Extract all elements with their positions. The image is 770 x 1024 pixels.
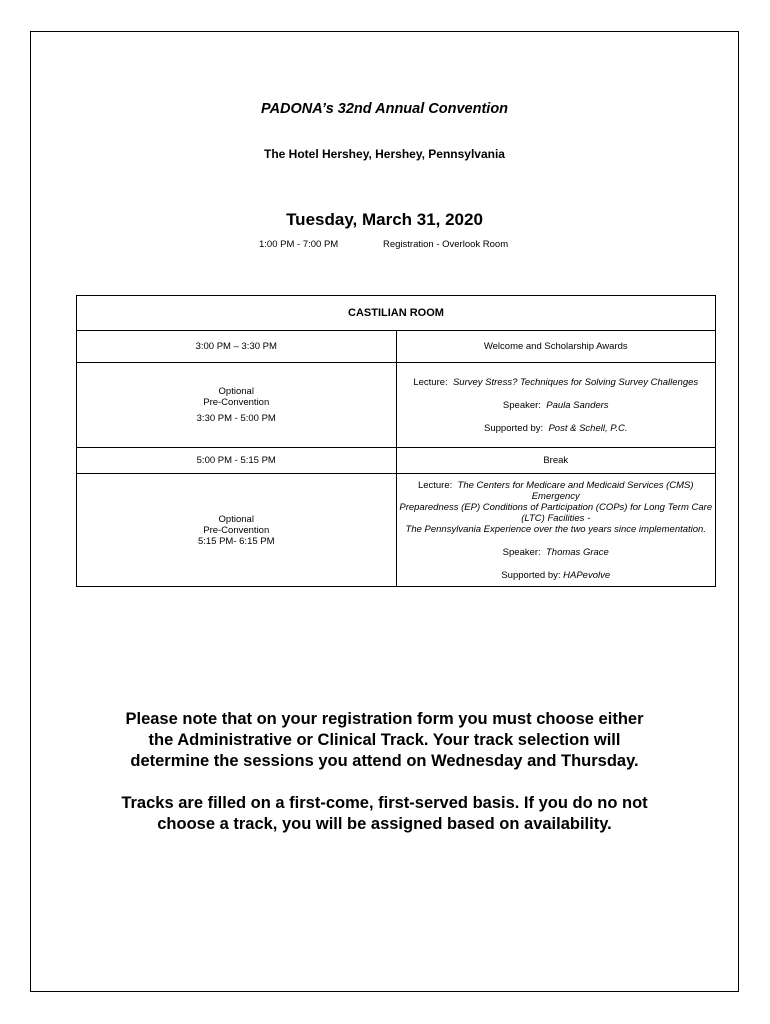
session-event: Welcome and Scholarship Awards <box>396 331 716 363</box>
session-details <box>396 474 716 587</box>
session-event: Break <box>396 448 716 474</box>
table-row <box>77 363 716 448</box>
pre-convention-tag: Pre-Convention <box>203 397 270 408</box>
note-line: choose a track, you will be assigned based on availability. <box>157 815 612 833</box>
lecture-line <box>397 480 716 502</box>
supporter-name: HAPevolve <box>563 569 611 581</box>
venue-line: The Hotel Hershey, Hershey, Pennsylvania <box>264 147 505 161</box>
note-line: Please note that on your registration form you must choose either <box>125 710 644 728</box>
note-line: determine the sessions you attend on Wednesday and Thursday. <box>130 752 639 770</box>
lecture-title-3: The Pennsylvania Experience over the two years since implementation. <box>405 523 706 535</box>
supporter-label: Supported by: <box>501 569 561 581</box>
session-time: 3:30 PM - 5:00 PM <box>196 413 276 424</box>
convention-title: PADONA’s 32nd Annual Convention <box>260 101 509 117</box>
registration-time: 1:00 PM - 7:00 PM <box>259 239 339 250</box>
session-time-cell <box>77 474 397 587</box>
speaker-label: Speaker: <box>502 399 541 411</box>
track-availability-note <box>31 793 738 835</box>
lecture-line <box>397 524 716 535</box>
event-date: Tuesday, March 31, 2020 <box>286 210 483 229</box>
note-line: the Administrative or Clinical Track. Your track selection will <box>148 731 621 749</box>
session-time: 5:15 PM- 6:15 PM <box>197 535 275 547</box>
track-selection-note <box>31 709 738 772</box>
lecture-label: Lecture: <box>413 376 448 388</box>
speaker-line <box>397 400 716 411</box>
supporter-label: Supported by: <box>484 422 544 434</box>
lecture-title-1: The Centers for Medicare and Medicaid Services (CMS) Emergency <box>457 479 694 502</box>
pre-convention-tag: Pre-Convention <box>203 524 270 536</box>
registration-room: Registration - Overlook Room <box>383 239 509 250</box>
table-row <box>77 448 716 474</box>
speaker-line <box>397 547 716 558</box>
speaker-name: Thomas Grace <box>545 546 609 558</box>
supporter-line <box>397 570 716 581</box>
session-details <box>396 363 716 448</box>
lecture-line <box>397 377 716 388</box>
session-time: 3:00 PM – 3:30 PM <box>77 331 397 363</box>
optional-tag: Optional <box>218 513 254 525</box>
table-row <box>77 331 716 363</box>
speaker-label: Speaker: <box>502 546 541 558</box>
room-name: CASTILIAN ROOM <box>77 296 716 331</box>
lecture-title: Survey Stress? Techniques for Solving Survey Challenges <box>452 376 699 388</box>
lecture-title-2: Preparedness (EP) Conditions of Participation (COPs) for Long Term Care (LTC) Facilities - <box>399 501 713 524</box>
session-time: 5:00 PM - 5:15 PM <box>77 448 397 474</box>
optional-tag: Optional <box>218 386 254 397</box>
supporter-line <box>397 423 716 434</box>
supporter-name: Post & Schell, P.C. <box>548 422 628 434</box>
speaker-name: Paula Sanders <box>546 399 609 411</box>
lecture-line <box>397 502 716 524</box>
document-page <box>30 31 739 992</box>
lecture-label: Lecture: <box>417 479 453 491</box>
schedule-table <box>76 295 716 587</box>
table-row <box>77 474 716 587</box>
room-header-row <box>77 296 716 331</box>
note-line: Tracks are filled on a first-come, first-served basis. If you do no not <box>121 794 648 812</box>
session-time-cell <box>77 363 397 448</box>
